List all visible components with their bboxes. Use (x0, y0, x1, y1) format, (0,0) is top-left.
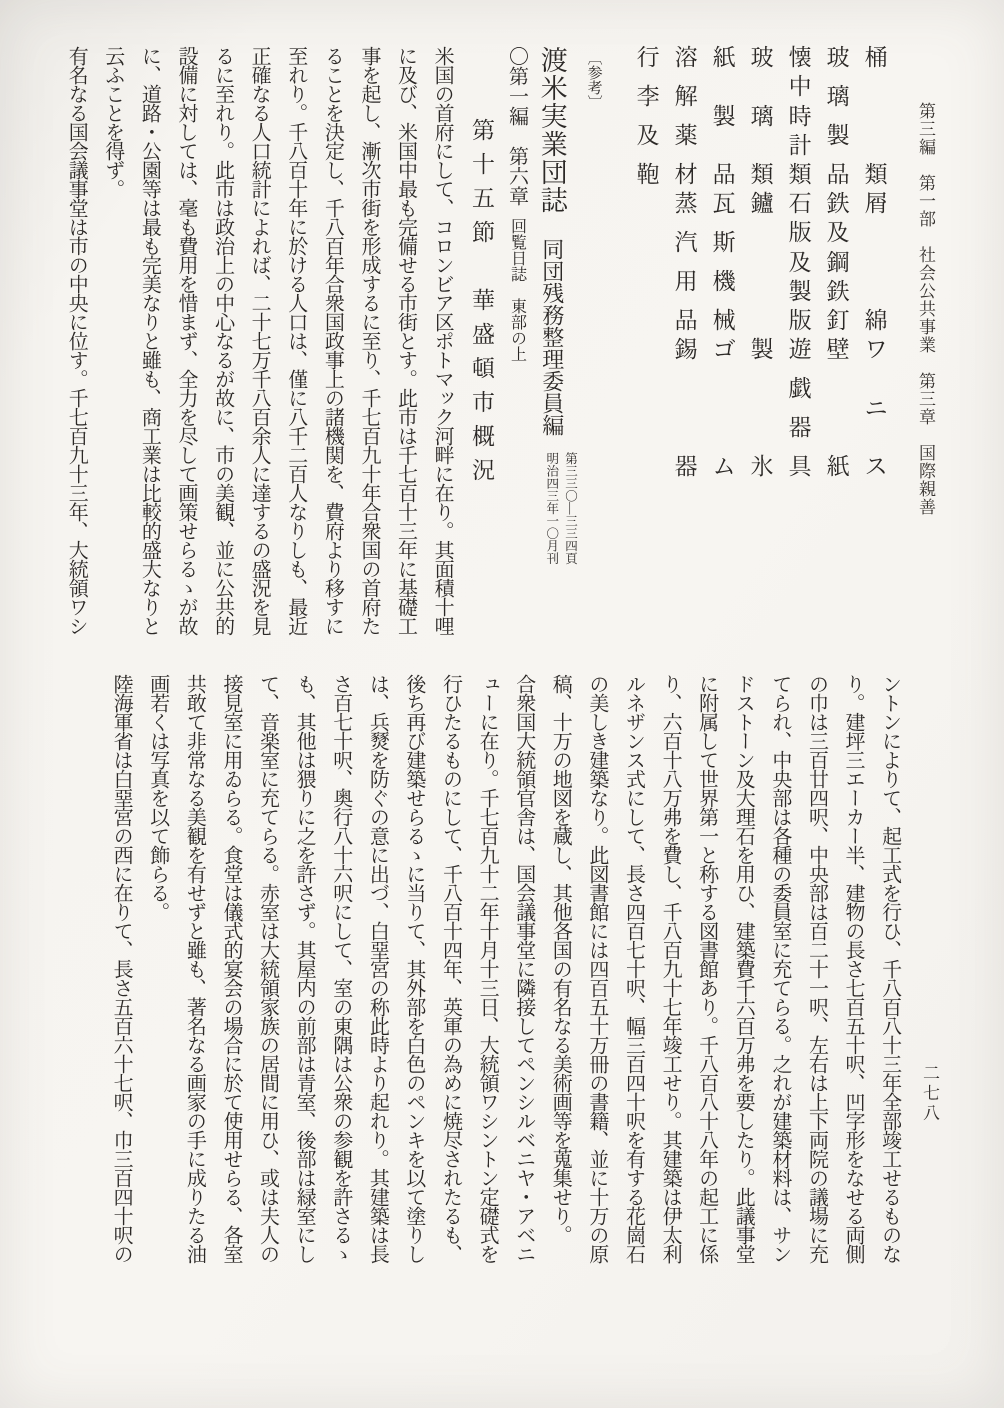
top-text-block (50, 46, 934, 652)
goods-list (620, 46, 890, 652)
goods-item-char: 及 (636, 123, 660, 148)
text-line: 行ひたるものにして、千八百十四年、英軍の為めに焼尽されたるも、 (439, 674, 462, 1263)
goods-item (673, 338, 700, 478)
goods-item-char: ワ (864, 337, 888, 362)
book-title: 渡米実業団誌 (536, 46, 567, 214)
goods-item (711, 46, 738, 186)
goods-item-char: 品 (826, 162, 850, 187)
goods-item-char: 戯 (788, 376, 812, 401)
book-editor: 同団残務整理委員編 (539, 238, 565, 436)
text-line: 陸海軍省は白堊宮の西に在りて、長さ五百六十七呎、巾三百四十呎の (110, 674, 133, 1263)
reference-label: 〔参考〕 (585, 50, 602, 110)
goods-item-char: 械 (712, 308, 736, 333)
goods-column (787, 46, 814, 652)
goods-item (673, 46, 700, 186)
body-text-top (65, 46, 453, 652)
text-line: 設備に対しては、毫も費用を惜まず、全力を尽して画策せらるゝが故 (174, 46, 197, 635)
text-line: さ百七十呎、奥行八十六呎にして、室の東隅は公衆の参観を許さるゝ (329, 674, 352, 1263)
goods-item-char: 類 (750, 162, 774, 187)
goods-item-char: 玻 (750, 45, 774, 70)
goods-item (635, 46, 662, 186)
text-line: 後ち再び建築せらるゝに当りて、其外部を白色のペンキを以て塗りし (402, 674, 425, 1263)
goods-column (635, 46, 662, 652)
text-line: 有名なる国会議事堂は市の中央に位す。千七百九十三年、大統領ワシ (65, 46, 88, 635)
goods-item (711, 338, 738, 478)
goods-item (635, 192, 662, 332)
text-line: ることを決定し、千八百年合衆国政事上の諸機関を、費府より移すに (321, 46, 344, 635)
text-line: て、音楽室に充てらる。赤室は大統領家族の居間に用ひ、或は夫人の (256, 674, 279, 1263)
goods-column (749, 46, 776, 652)
bottom-text-block (95, 674, 938, 1296)
text-line: 稿、十万の地図を蔵し、其他各国の有名なる美術画等を蒐集せり。 (549, 674, 572, 1244)
running-head: 第三編 第一部 社会公共事業 第三章 国際親善 (916, 102, 935, 516)
goods-item-char: 製 (750, 337, 774, 362)
text-line: てられ、中央部は各種の委員室に充てらる。之れが建築材料は、サン (768, 674, 791, 1263)
goods-item-char: 時 (788, 103, 812, 129)
text-line: に、道路・公園等は最も完美なりと雖も、商工業は比較的盛大なりと (138, 46, 161, 635)
goods-item-char: 行 (636, 45, 660, 70)
text-line: 事を起し、漸次市街を形成するに至り、千七百九十年合衆国の首府た (357, 46, 380, 635)
goods-item-char: 器 (788, 415, 812, 440)
goods-item-char: 及 (826, 220, 850, 246)
goods-item-char: 材 (674, 162, 698, 187)
goods-item-char: 品 (712, 162, 736, 187)
text-line: 共敢て非常なる美観を有せずと雖も、著名なる画家の手に成りたる油 (183, 674, 206, 1263)
goods-item-char: 石 (788, 191, 812, 216)
goods-item-char: 鋼 (826, 249, 850, 275)
goods-item-char: ム (712, 454, 736, 479)
pages-note: 第三三〇―三三四頁 (563, 452, 578, 565)
goods-item (825, 192, 852, 332)
text-line: ントンによりて、起工式を行ひ、千八百八十三年全部竣工せるものな (878, 674, 901, 1263)
goods-item-char: 鉄 (826, 278, 850, 304)
goods-item-char: 璃 (826, 84, 850, 109)
text-line: は、兵燹を防ぐの意に出づ、白堊宮の称此時より起れり。其建築は長 (366, 674, 389, 1263)
text-line: に及び、米国中最も完備せる市街とす。此市は千七百十三年に基礎工 (394, 46, 417, 635)
goods-item-char: 瓦 (712, 191, 736, 216)
goods-item-char: 類 (864, 162, 888, 187)
goods-item-char: 汽 (674, 230, 698, 255)
goods-item (749, 46, 776, 186)
goods-item (673, 192, 700, 332)
goods-item (749, 192, 776, 332)
goods-item (787, 338, 814, 478)
goods-item-char: 玻 (826, 45, 850, 70)
column-spacer (602, 46, 620, 652)
goods-column (863, 46, 890, 652)
source-line (505, 46, 527, 652)
goods-item-char: ゴ (712, 337, 736, 362)
text-line: 至れり。千八百十年に於ける人口は、僅に八千二百人なりしも、最近 (284, 46, 307, 635)
text-line: の美しき建築なり。此図書館には四百五十万冊の書籍、並に十万の原 (585, 674, 608, 1263)
goods-item (825, 46, 852, 186)
goods-item-char: 錫 (674, 337, 698, 362)
goods-item-char: 綿 (864, 308, 888, 333)
goods-item-char: 壁 (826, 337, 850, 362)
goods-item-char: 屑 (864, 191, 888, 216)
text-line: 云ふことを得ず。 (101, 46, 124, 198)
goods-item-char: 類 (788, 162, 812, 187)
goods-item (863, 338, 890, 478)
text-line: 接見室に用ゐらる。食堂は儀式的宴会の場合に於て使用せらる、各室 (219, 674, 242, 1263)
goods-item-char: 及 (788, 249, 812, 275)
goods-item-char: 版 (788, 220, 812, 246)
body-text-bottom (110, 674, 900, 1296)
text-line: り、六百十八万弗を費し、千八百九十七年竣工せり。其建築は伊太利 (659, 674, 682, 1263)
source-volume: 〇第一編 第六章 (505, 46, 528, 206)
goods-item (787, 46, 814, 186)
page-number: 二七八 (920, 1064, 939, 1124)
goods-item (863, 46, 890, 186)
date-note: 明治四三年一〇月刊 (544, 452, 559, 565)
goods-item (711, 192, 738, 332)
goods-item-char: 製 (826, 123, 850, 148)
goods-item-char: 鞄 (636, 162, 660, 187)
goods-item (787, 192, 814, 332)
goods-item-char: 氷 (750, 454, 774, 479)
goods-item-char: ニ (864, 395, 888, 421)
text-line: ューに在り。千七百九十二年十月十三日、大統領ワシントン定礎式を (476, 674, 499, 1263)
section-heading: 第十五節 華盛頓市概況 (468, 118, 494, 492)
text-line: に附属して世界第一と称する図書館あり。千八百八十八年の起工に係 (695, 674, 718, 1263)
goods-column (711, 46, 738, 652)
text-line: るに至れり。此市は政治上の中心なるが故に、市の美観、並に公共的 (211, 46, 234, 635)
goods-item-char: 製 (788, 278, 812, 304)
goods-item-char: 釘 (826, 308, 850, 333)
text-line: ルネザンス式にして、長さ四百七十呎、幅三百四十呎を有する花崗石 (622, 674, 645, 1263)
publication-note (542, 452, 580, 565)
goods-item-char: 遊 (788, 337, 812, 362)
goods-item-char: 版 (788, 308, 812, 333)
goods-item-char: 解 (674, 84, 698, 109)
goods-item-char: 紙 (712, 45, 736, 70)
text-line: 米国の首府にして、コロンビア区ポトマック河畔に在り。其面積十哩 (431, 46, 454, 635)
goods-item-char: ス (864, 454, 888, 479)
goods-item-char: 製 (712, 103, 736, 129)
goods-item-char: 紙 (826, 454, 850, 479)
goods-item-char: 器 (674, 454, 698, 479)
goods-item-char: 品 (674, 308, 698, 333)
goods-item-char: 斯 (712, 230, 736, 255)
goods-item-char: 薬 (674, 123, 698, 148)
text-line: の巾は三百廿四呎、中央部は百二十一呎、左右は上下両院の議場に充 (805, 674, 828, 1263)
goods-item-char: 李 (636, 84, 660, 109)
goods-item (635, 338, 662, 478)
goods-item-char: 桶 (864, 45, 888, 70)
goods-item-char: 鑪 (750, 191, 774, 216)
text-line: 画若くは写真を以て飾らる。 (146, 674, 169, 921)
goods-item-char: 中 (788, 74, 812, 100)
goods-item-char: 璃 (750, 103, 774, 129)
text-line: 合衆国大統領官舎は、国会議事堂に隣接してペンシルベニヤ・アベニ (512, 674, 535, 1263)
text-line: も、其他は猥りに之を許さず。其屋内の前部は青室、後部は緑室にし (293, 674, 316, 1263)
text-line: り。建坪三エーカー半、建物の長さ七百五十呎、凹字形をなせる両側 (842, 674, 865, 1263)
goods-item (825, 338, 852, 478)
goods-item-char: 懐 (788, 45, 812, 70)
goods-item-char: 用 (674, 269, 698, 294)
goods-column (673, 46, 700, 652)
goods-item (863, 192, 890, 332)
goods-column (825, 46, 852, 652)
goods-item-char: 蒸 (674, 191, 698, 216)
goods-item-char: 具 (788, 454, 812, 479)
goods-item-char: 溶 (674, 45, 698, 70)
reference-title-line (537, 46, 580, 652)
goods-item-char: 計 (788, 132, 812, 158)
text-line: ドストーン及大理石を用ひ、建築費千六百万弗を要したり。此議事堂 (732, 674, 755, 1263)
goods-item-char: 鉄 (826, 191, 850, 216)
source-detail: 回覧日誌 東部の上 (508, 218, 526, 362)
text-line: 正確なる人口統計によれば、二十七万千八百余人に達するの盛況を見 (248, 46, 271, 635)
goods-item-char: 機 (712, 269, 736, 294)
goods-item (749, 338, 776, 478)
